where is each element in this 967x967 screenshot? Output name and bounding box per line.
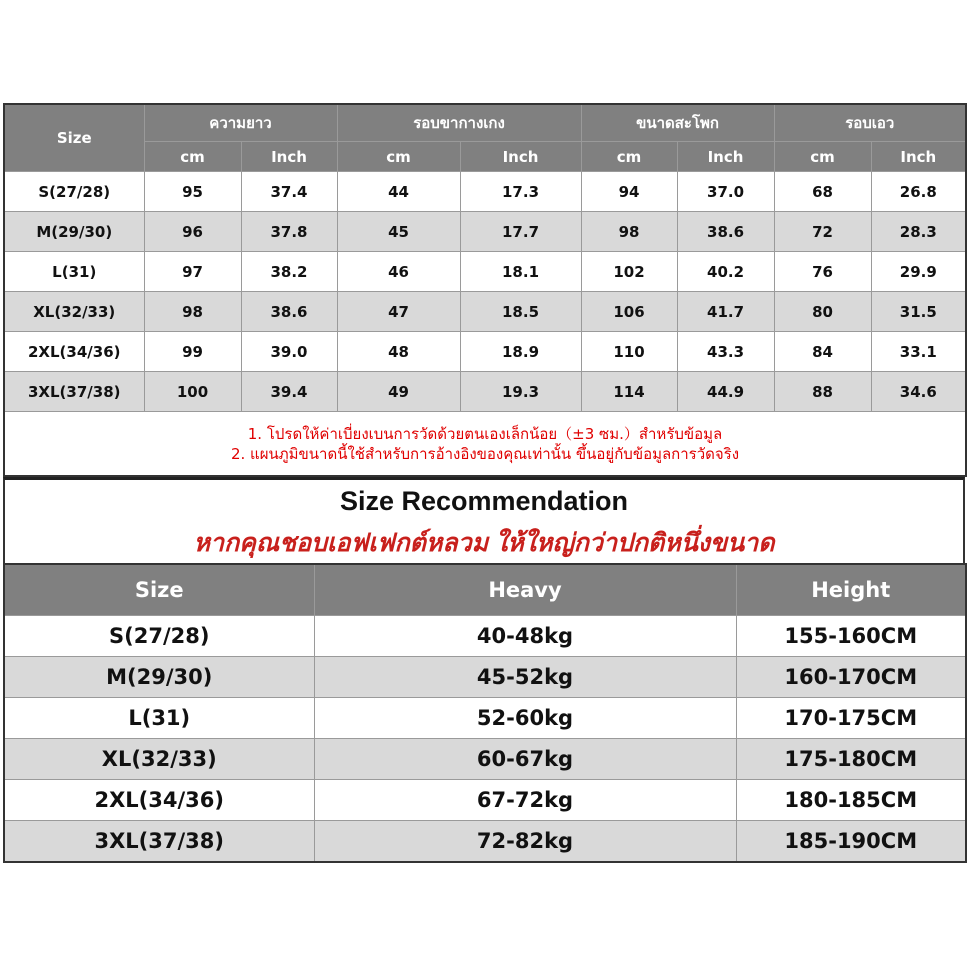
value-cell: 98 <box>144 292 241 332</box>
weight-cell: 52-60kg <box>314 698 736 739</box>
value-cell: 48 <box>337 332 460 372</box>
value-cell: 47 <box>337 292 460 332</box>
size-cell: 3XL(37/38) <box>4 821 314 863</box>
size-cell: M(29/30) <box>4 657 314 698</box>
value-cell: 102 <box>581 252 677 292</box>
table-row <box>4 698 966 739</box>
value-cell: 39.0 <box>241 332 337 372</box>
value-cell: 46 <box>337 252 460 292</box>
value-cell: 33.1 <box>871 332 966 372</box>
value-cell: 68 <box>774 172 871 212</box>
value-cell: 76 <box>774 252 871 292</box>
size-cell: L(31) <box>4 252 144 292</box>
weight-cell: 60-67kg <box>314 739 736 780</box>
value-cell: 26.8 <box>871 172 966 212</box>
height-header: Height <box>736 564 966 616</box>
value-cell: 100 <box>144 372 241 412</box>
value-cell: 38.6 <box>677 212 774 252</box>
waist-header: รอบเอว <box>774 104 966 142</box>
value-cell: 43.3 <box>677 332 774 372</box>
value-cell: 94 <box>581 172 677 212</box>
unit-header: cm <box>581 142 677 172</box>
note-2: 2. แผนภูมิขนาดนี้ใช้สำหรับการอ้างอิงของคุณเท่านั้น ขึ้นอยู่กับข้อมูลการวัดจริง <box>230 444 740 463</box>
unit-header: Inch <box>871 142 966 172</box>
value-cell: 29.9 <box>871 252 966 292</box>
value-cell: 18.5 <box>460 292 581 332</box>
height-cell: 185-190CM <box>736 821 966 863</box>
table-row <box>4 739 966 780</box>
value-cell: 106 <box>581 292 677 332</box>
value-cell: 37.4 <box>241 172 337 212</box>
height-cell: 170-175CM <box>736 698 966 739</box>
height-cell: 155-160CM <box>736 616 966 657</box>
height-cell: 160-170CM <box>736 657 966 698</box>
value-cell: 99 <box>144 332 241 372</box>
value-cell: 72 <box>774 212 871 252</box>
weight-header: Heavy <box>314 564 736 616</box>
table-row <box>4 780 966 821</box>
notes <box>4 412 966 477</box>
table-row <box>4 252 966 292</box>
size-header: Size <box>4 564 314 616</box>
unit-header: Inch <box>677 142 774 172</box>
size-header: Size <box>4 104 144 172</box>
value-cell: 28.3 <box>871 212 966 252</box>
value-cell: 31.5 <box>871 292 966 332</box>
value-cell: 38.6 <box>241 292 337 332</box>
table-row <box>4 332 966 372</box>
size-cell: S(27/28) <box>4 616 314 657</box>
value-cell: 96 <box>144 212 241 252</box>
recommendation-table <box>3 563 967 863</box>
value-cell: 34.6 <box>871 372 966 412</box>
value-cell: 84 <box>774 332 871 372</box>
table-row <box>4 372 966 412</box>
size-cell: S(27/28) <box>4 172 144 212</box>
value-cell: 18.1 <box>460 252 581 292</box>
table-row <box>4 212 966 252</box>
value-cell: 41.7 <box>677 292 774 332</box>
table-row <box>4 821 966 863</box>
leg-opening-header: รอบขากางเกง <box>337 104 581 142</box>
value-cell: 114 <box>581 372 677 412</box>
size-cell: XL(32/33) <box>4 292 144 332</box>
value-cell: 37.0 <box>677 172 774 212</box>
value-cell: 44.9 <box>677 372 774 412</box>
length-header: ความยาว <box>144 104 337 142</box>
table-row <box>4 657 966 698</box>
weight-cell: 67-72kg <box>314 780 736 821</box>
value-cell: 39.4 <box>241 372 337 412</box>
size-cell: 3XL(37/38) <box>4 372 144 412</box>
unit-header: Inch <box>460 142 581 172</box>
weight-cell: 72-82kg <box>314 821 736 863</box>
weight-cell: 45-52kg <box>314 657 736 698</box>
recommendation-heading <box>3 477 965 563</box>
size-cell: L(31) <box>4 698 314 739</box>
value-cell: 17.7 <box>460 212 581 252</box>
table-row <box>4 172 966 212</box>
note-1: 1. โปรดให้ค่าเบี่ยงเบนการวัดด้วยตนเองเล็กน้อย（±3 ซม.）สำหรับข้อมูล <box>247 424 723 443</box>
value-cell: 110 <box>581 332 677 372</box>
unit-header: cm <box>144 142 241 172</box>
size-cell: 2XL(34/36) <box>4 332 144 372</box>
table-row <box>4 292 966 332</box>
height-cell: 175-180CM <box>736 739 966 780</box>
value-cell: 97 <box>144 252 241 292</box>
recommendation-subtitle: หากคุณชอบเอฟเฟกต์หลวม ให้ใหญ่กว่าปกติหนึ่งขนาด <box>193 529 775 557</box>
value-cell: 80 <box>774 292 871 332</box>
size-cell: M(29/30) <box>4 212 144 252</box>
value-cell: 45 <box>337 212 460 252</box>
table-row <box>4 616 966 657</box>
size-cell: 2XL(34/36) <box>4 780 314 821</box>
value-cell: 88 <box>774 372 871 412</box>
size-cell: XL(32/33) <box>4 739 314 780</box>
value-cell: 49 <box>337 372 460 412</box>
measurement-table <box>3 103 967 477</box>
value-cell: 19.3 <box>460 372 581 412</box>
value-cell: 95 <box>144 172 241 212</box>
value-cell: 18.9 <box>460 332 581 372</box>
recommendation-title: Size Recommendation <box>339 486 629 516</box>
unit-header: cm <box>774 142 871 172</box>
value-cell: 44 <box>337 172 460 212</box>
value-cell: 17.3 <box>460 172 581 212</box>
value-cell: 38.2 <box>241 252 337 292</box>
value-cell: 40.2 <box>677 252 774 292</box>
weight-cell: 40-48kg <box>314 616 736 657</box>
unit-header: Inch <box>241 142 337 172</box>
value-cell: 98 <box>581 212 677 252</box>
height-cell: 180-185CM <box>736 780 966 821</box>
unit-header: cm <box>337 142 460 172</box>
value-cell: 37.8 <box>241 212 337 252</box>
hip-header: ขนาดสะโพก <box>581 104 774 142</box>
